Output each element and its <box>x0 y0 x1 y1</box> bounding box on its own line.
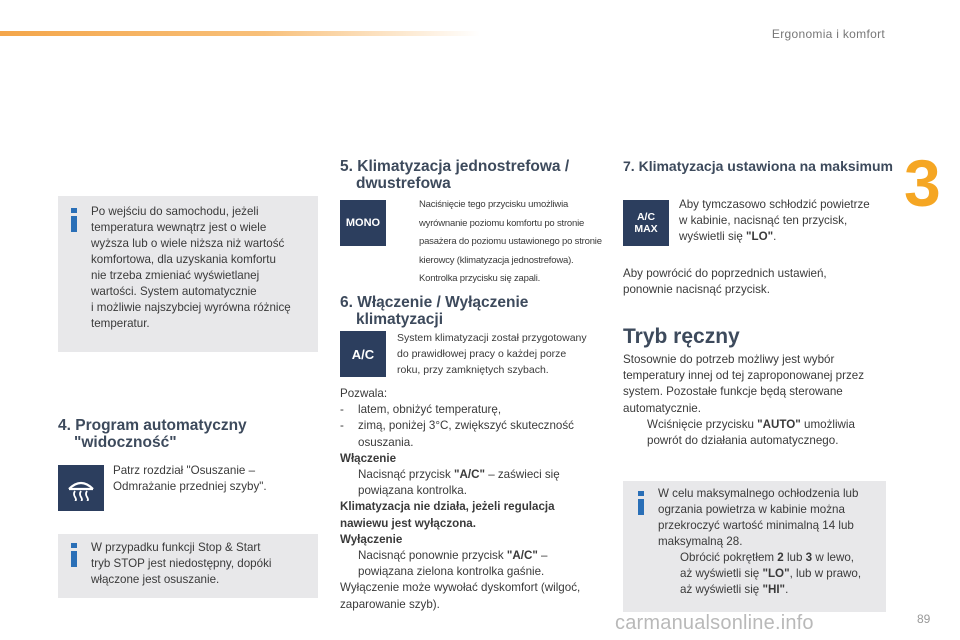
section-6-heading: 6. Włączenie / Wyłączenie klimatyzacji <box>340 294 529 328</box>
info-box-max-cooling <box>623 481 886 612</box>
info-icon <box>634 491 648 515</box>
ac-label: A/C <box>351 346 375 362</box>
chapter-number: 3 <box>904 146 941 220</box>
section-4-text: Patrz rozdział "Osuszanie – Odmrażanie przedniej szyby". <box>113 464 267 494</box>
ac-button <box>340 331 386 377</box>
section-7-heading: 7. Klimatyzacja ustawiona na maksimum <box>623 158 894 174</box>
manual-mode-title: Tryb ręczny <box>623 325 740 348</box>
info-icon <box>67 543 81 567</box>
ac-max-button <box>623 200 669 246</box>
mono-button <box>340 200 386 246</box>
watermark: carmanualsonline.info <box>615 612 814 634</box>
info-text: W przypadku funkcji Stop & Start tryb STOP jest niedostępny, dopóki włączone jest osuszanie. <box>91 541 272 586</box>
section-6-body: Pozwala: - latem, obniżyć temperaturę, - zimą, poniżej 3°C, zwiększyć skuteczność osuszania. Włączenie Nacisnąć przycisk "A/C" – zaświeci się powiązana kontrolka. Klimatyzacja nie działa, jeżeli regulacja nawiewu jest wyłączona. Wyłączenie Nacisnąć ponownie przycisk "A/C" – powiązana zielona kontrolka gaśnie. Wyłączenie może wywołać dyskomfort (wilgoć, zaparowanie szyb). <box>340 387 581 611</box>
section-5-text: Naciśnięcie tego przycisku umożliwia wyrównanie poziomu komfortu po stronie pasażera do poziomu ustawionego po stronie kierowcy (klimatyzacja jednostrefowa). Kontrolka przycisku się zapali. <box>419 199 602 284</box>
manual-mode-text: Stosownie do potrzeb możliwy jest wybór temperatury innej od tej zaproponowanej przez system. Pozostałe funkcje będą sterowane automatycznie. Wciśnięcie przycisku "AUTO" umożliwia powrót do działania automatycznego. <box>623 353 865 448</box>
info-box-stop-start <box>58 534 318 598</box>
info-icon <box>67 208 81 232</box>
ac-max-label: A/C MAX <box>634 211 658 235</box>
page-number: 89 <box>917 612 931 626</box>
visibility-button <box>58 465 104 511</box>
info-box-temperature <box>58 196 318 352</box>
mono-label: MONO <box>345 217 381 229</box>
section-7-return: Aby powrócić do poprzednich ustawień, ponownie nacisnąć przycisk. <box>623 267 827 297</box>
section-name: Ergonomia i komfort <box>771 27 885 41</box>
defrost-icon <box>66 475 96 501</box>
header-accent-bar <box>0 31 480 36</box>
section-4-heading: 4. Program automatyczny "widoczność" <box>58 417 247 451</box>
section-7-text: Aby tymczasowo schłodzić powietrze w kabinie, nacisnąć ten przycisk, wyświetli się "LO". <box>679 198 870 244</box>
info-text: Po wejściu do samochodu, jeżeli temperatura wewnątrz jest o wiele wyższa lub o wiele niższa niż wartość komfortowa, dla uzyskania komfortu nie trzeba zmieniać wyświetlanej wartości. System automatycznie i możliwie najszybciej wyrówna różnicę temperatur. <box>91 205 291 330</box>
section-6-intro: System klimatyzacji został przygotowany do prawidłowej pracy o każdej porze roku, przy zamkniętych szybach. <box>397 332 587 377</box>
section-5-heading: 5. Klimatyzacja jednostrefowa / dwustrefowa <box>340 158 570 192</box>
info-text: W celu maksymalnego ochłodzenia lub ogrzania powietrza w kabinie można przekroczyć wartość minimalną 14 lub maksymalną 28. Obrócić pokrętłem 2 lub 3 w lewo, aż wyświetli się "LO", lub w prawo, aż wyświetli się "HI". <box>658 487 862 596</box>
